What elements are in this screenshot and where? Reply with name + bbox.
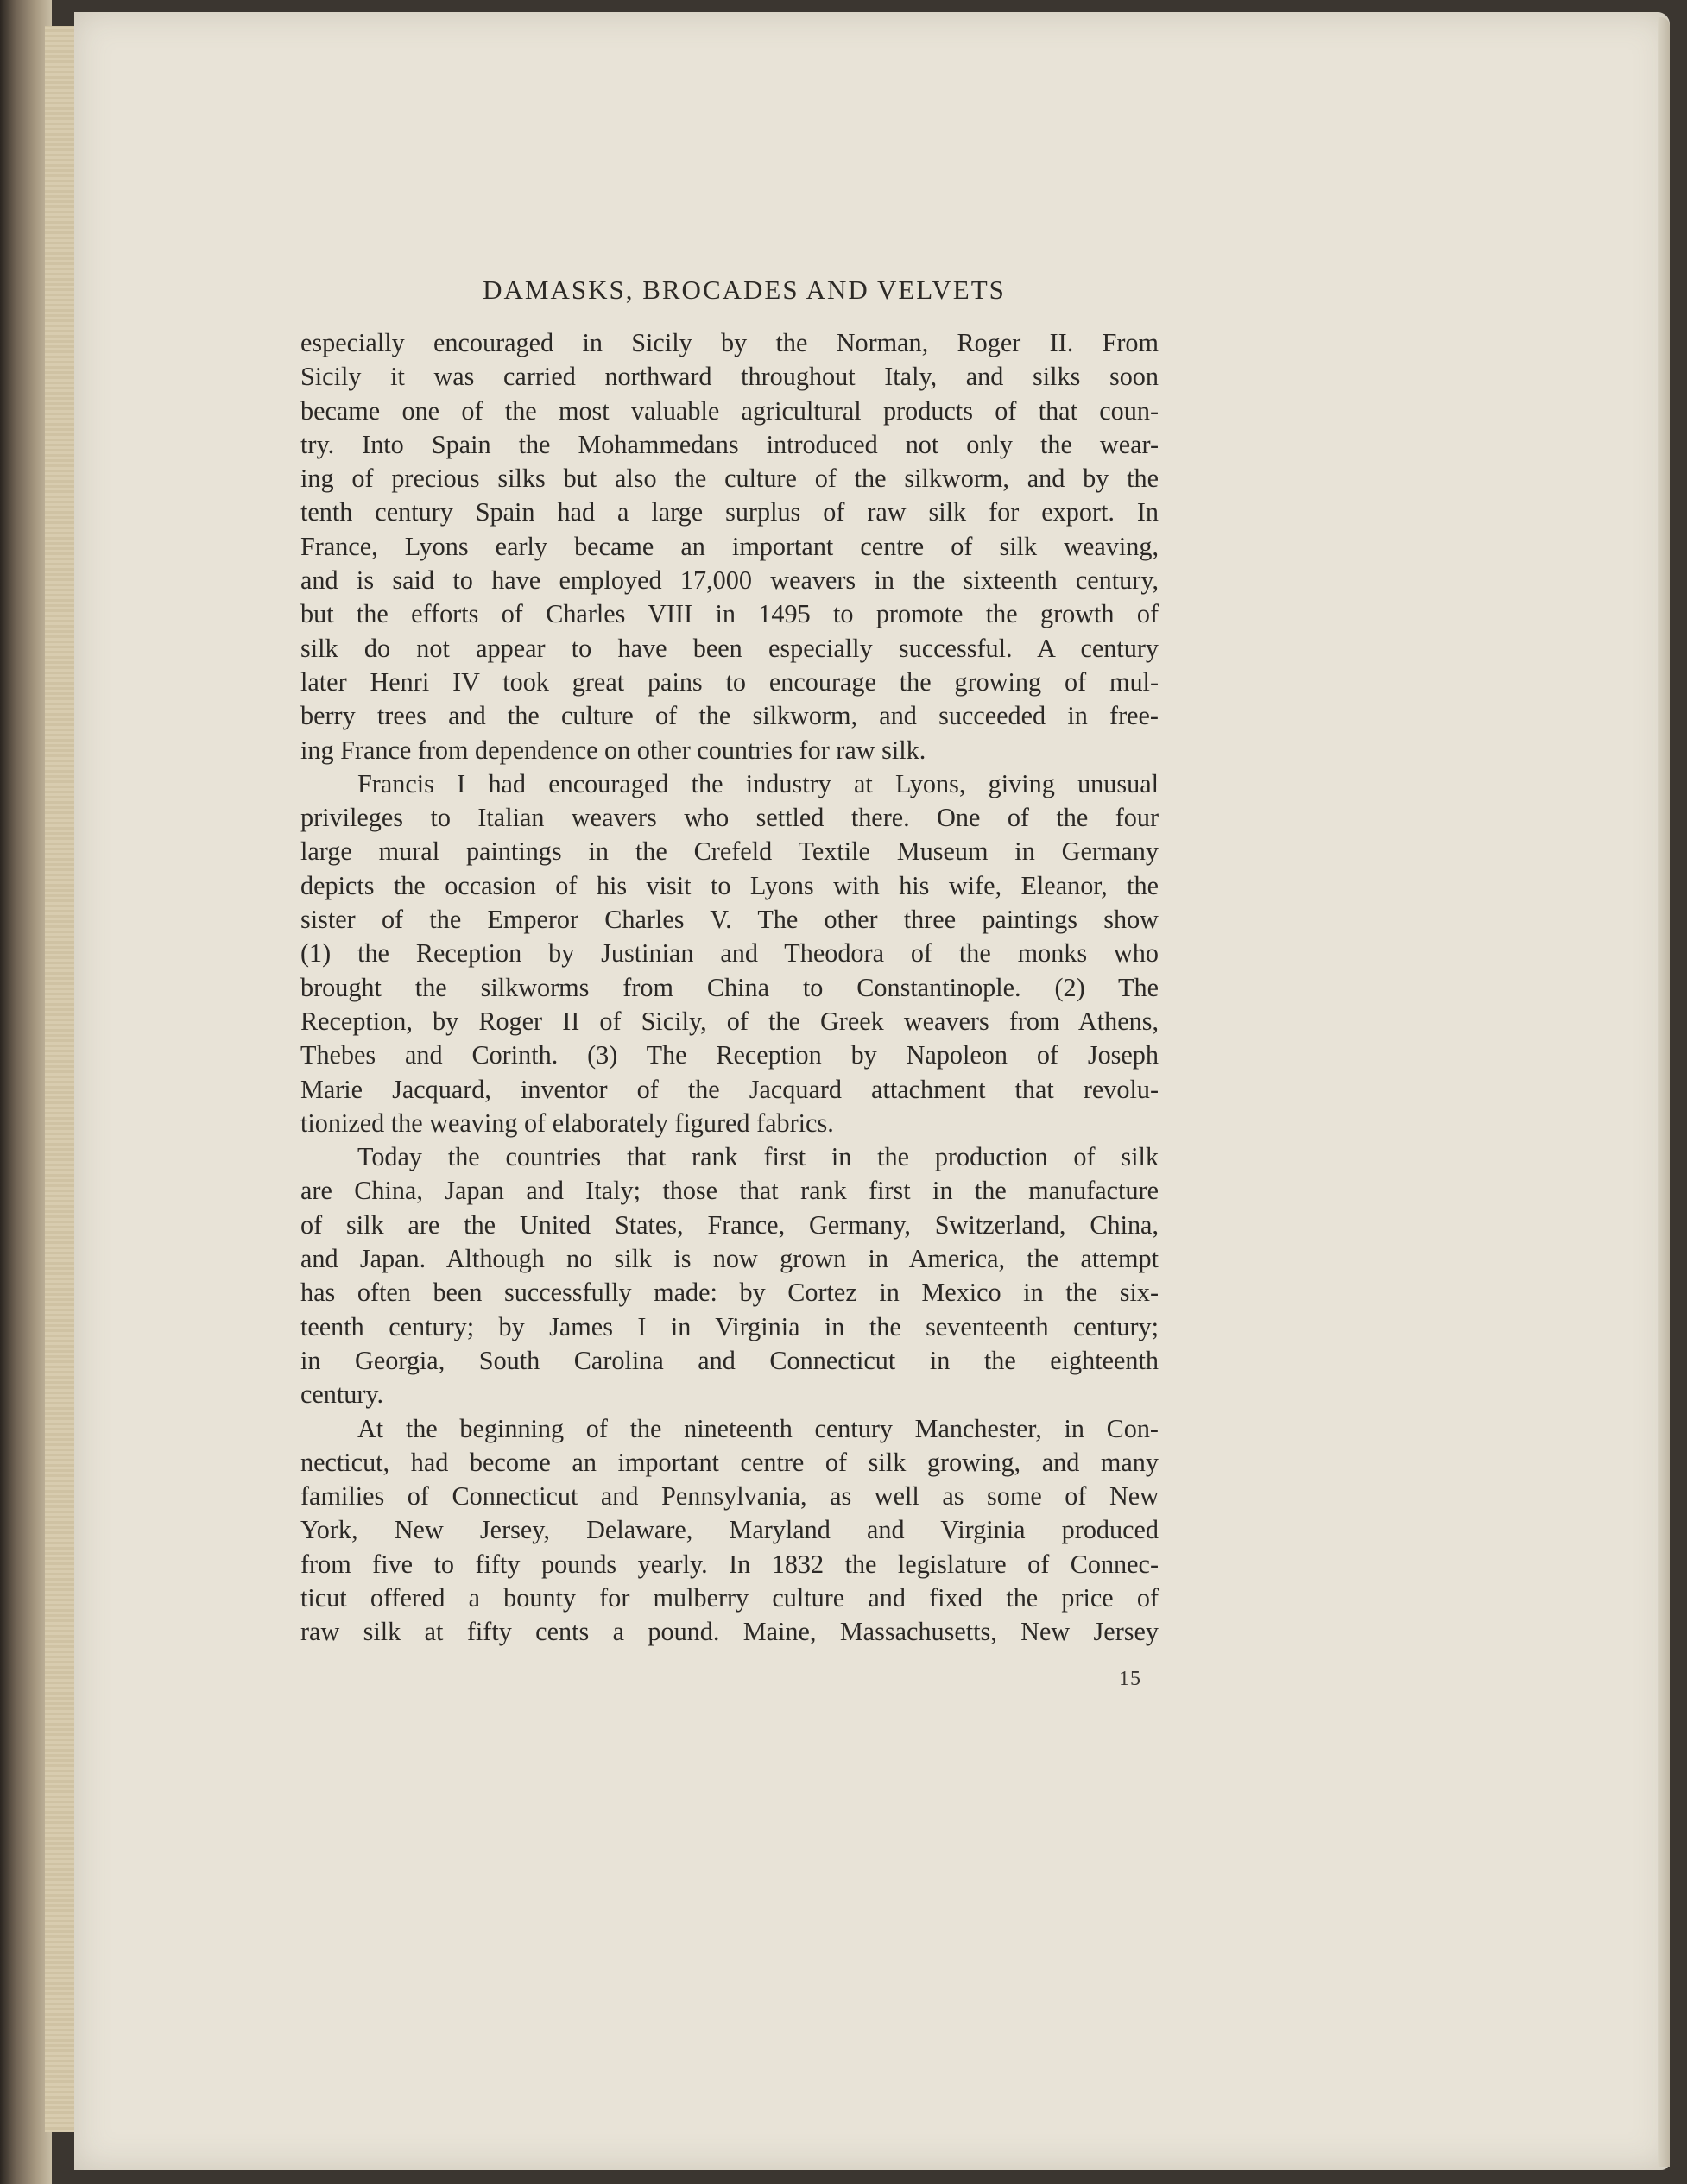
running-head: DAMASKS, BROCADES AND VELVETS: [483, 275, 1006, 305]
text-line: depicts the occasion of his visit to Lyons with his wife, Eleanor, the: [300, 870, 1159, 900]
text-line: in Georgia, South Carolina and Connecticut in the eighteenth: [300, 1345, 1159, 1375]
text-line: necticut, had become an important centre of silk growing, and many: [300, 1447, 1159, 1477]
text-line: silk do not appear to have been especially successful. A century: [300, 633, 1159, 663]
text-line: Francis I had encouraged the industry at Lyons, giving unusual: [357, 768, 1159, 798]
text-line: York, New Jersey, Delaware, Maryland and Virginia produced: [300, 1515, 1159, 1545]
text-line: Marie Jacquard, inventor of the Jacquard attachment that revolu-: [300, 1074, 1159, 1104]
text-line: families of Connecticut and Pennsylvania, as well as some of New: [300, 1481, 1159, 1512]
text-line: large mural paintings in the Crefeld Textile Museum in Germany: [300, 836, 1159, 867]
binding-gutter: [45, 26, 76, 2132]
text-line: from five to fifty pounds yearly. In 1832 the legislature of Connec-: [300, 1549, 1159, 1579]
book-spine-shadow: [0, 0, 52, 2184]
text-line: ing of precious silks but also the culture of the silkworm, and by the: [300, 464, 1159, 494]
text-line: teenth century; by James I in Virginia in the seventeenth century;: [300, 1311, 1159, 1341]
text-line: tionized the weaving of elaborately figured fabrics.: [300, 1108, 834, 1138]
paragraph: [300, 326, 1159, 767]
text-line: became one of the most valuable agricultural products of that coun-: [300, 395, 1159, 426]
page-number: 15: [1119, 1668, 1141, 1690]
text-line: Today the countries that rank first in the production of silk: [357, 1142, 1159, 1172]
paragraph: [300, 1412, 1159, 1650]
text-line: try. Into Spain the Mohammedans introduced not only the wear-: [300, 429, 1159, 459]
text-line: especially encouraged in Sicily by the Norman, Roger II. From: [300, 328, 1159, 357]
text-line: and is said to have employed 17,000 weavers in the sixteenth century,: [300, 565, 1159, 596]
text-line: ing France from dependence on other countries for raw silk.: [300, 735, 926, 765]
text-line: of silk are the United States, France, Germany, Switzerland, China,: [300, 1209, 1159, 1240]
text-line: privileges to Italian weavers who settled there. One of the four: [300, 803, 1159, 833]
text-line: (1) the Reception by Justinian and Theodora of the monks who: [300, 938, 1159, 969]
text-line: are China, Japan and Italy; those that rank first in the manufacture: [300, 1176, 1159, 1206]
text-line: berry trees and the culture of the silkworm, and succeeded in free-: [300, 701, 1159, 731]
text-line: century.: [300, 1379, 384, 1410]
text-line: later Henri IV took great pains to encourage the growing of mul-: [300, 666, 1159, 697]
text-line: Sicily it was carried northward throughout Italy, and silks soon: [300, 362, 1159, 392]
text-line: Reception, by Roger II of Sicily, of the Greek weavers from Athens,: [300, 1006, 1159, 1036]
text-line: France, Lyons early became an important centre of silk weaving,: [300, 531, 1159, 561]
text-line: Thebes and Corinth. (3) The Reception by Napoleon of Joseph: [300, 1040, 1159, 1070]
text-line: tenth century Spain had a large surplus of raw silk for export. In: [300, 497, 1159, 527]
text-line: ticut offered a bounty for mulberry culture and fixed the price of: [300, 1582, 1159, 1613]
text-line: raw silk at fifty cents a pound. Maine, Massachusetts, New Jersey: [300, 1617, 1159, 1647]
text-line: At the beginning of the nineteenth century Manchester, in Con-: [357, 1413, 1159, 1443]
text-line: and Japan. Although no silk is now grown in America, the attempt: [300, 1244, 1159, 1274]
body-text: [300, 326, 1159, 1650]
text-line: sister of the Emperor Charles V. The other three paintings show: [300, 905, 1159, 935]
paragraph: [300, 1140, 1159, 1411]
text-line: brought the silkworms from China to Constantinople. (2) The: [300, 972, 1159, 1002]
text-line: but the efforts of Charles VIII in 1495 to promote the growth of: [300, 599, 1159, 629]
paragraph: [300, 767, 1159, 1140]
page-edge: [1658, 17, 1670, 2167]
text-line: has often been successfully made: by Cortez in Mexico in the six-: [300, 1278, 1159, 1308]
